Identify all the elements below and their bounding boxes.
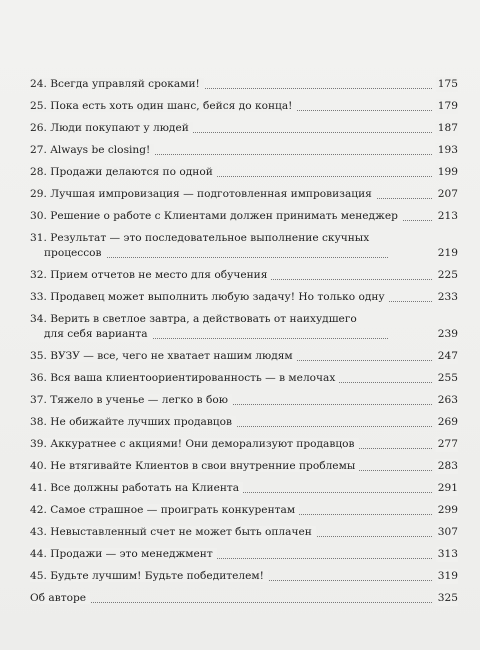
toc-entry-45 [30, 569, 466, 584]
entry-title-continued: процессов [30, 246, 106, 261]
entry-page: 283 [434, 459, 458, 474]
entry-page: 239 [434, 327, 458, 342]
entry-page: 325 [434, 591, 458, 606]
toc-entry-35 [30, 349, 466, 364]
entry-title: Продавец может выполнить любую задачу! Но только одну [50, 291, 385, 303]
entry-number: 31. [30, 232, 47, 244]
toc-entry-42 [30, 503, 466, 518]
entry-page: 263 [434, 393, 458, 408]
toc-entry-about-author [30, 591, 466, 606]
entry-number: 36. [30, 372, 47, 384]
toc-entry-39 [30, 437, 466, 452]
toc-entry-30 [30, 209, 466, 224]
entry-number: 43. [30, 526, 47, 538]
toc-entry-44 [30, 547, 466, 562]
entry-title: Пока есть хоть один шанс, бейся до конца! [50, 100, 293, 112]
entry-title: Лучшая импровизация — подготовленная импровизация [50, 188, 372, 200]
entry-title: Решение о работе с Клиентами должен принимать менеджер [50, 210, 398, 222]
entry-page: 255 [434, 371, 458, 386]
toc-entry-40 [30, 459, 466, 474]
entry-page: 313 [434, 547, 458, 562]
entry-title: Верить в светлое завтра, а действовать от наихудшего [50, 313, 357, 325]
entry-page: 277 [434, 437, 458, 452]
entry-page: 291 [434, 481, 458, 496]
toc-entry-25 [30, 99, 466, 114]
entry-number: 39. [30, 438, 47, 450]
entry-title: Продажи делаются по одной [50, 166, 213, 178]
entry-page: 207 [434, 187, 458, 202]
toc-entry-26 [30, 121, 466, 136]
entry-title: Не обижайте лучших продавцов [50, 416, 232, 428]
entry-title: Always be closing! [50, 144, 151, 156]
entry-number: 45. [30, 570, 47, 582]
entry-number: 27. [30, 144, 47, 156]
entry-page: 219 [434, 246, 458, 261]
toc-entry-43 [30, 525, 466, 540]
entry-title: Вся ваша клиентоориентированность — в мелочах [50, 372, 336, 384]
entry-title: Будьте лучшим! Будьте победителем! [50, 570, 264, 582]
entry-number: 24. [30, 78, 47, 90]
entry-number: 25. [30, 100, 47, 112]
entry-number: 38. [30, 416, 47, 428]
entry-page: 175 [434, 77, 458, 92]
entry-title: Все должны работать на Клиента [50, 482, 240, 494]
entry-page: 193 [434, 143, 458, 158]
entry-number: 37. [30, 394, 47, 406]
entry-title: Не втягивайте Клиентов в свои внутренние проблемы [50, 460, 356, 472]
entry-page: 269 [434, 415, 458, 430]
entry-page: 187 [434, 121, 458, 136]
toc-entry-27 [30, 143, 466, 158]
entry-page: 307 [434, 525, 458, 540]
toc-entry-41 [30, 481, 466, 496]
entry-number: 42. [30, 504, 47, 516]
toc-entry-33 [30, 290, 466, 305]
toc-entry-31 [30, 231, 466, 261]
entry-number: 29. [30, 188, 47, 200]
toc-entry-36 [30, 371, 466, 386]
entry-page: 225 [434, 268, 458, 283]
entry-number: 30. [30, 210, 47, 222]
entry-number: 34. [30, 313, 47, 325]
entry-title: Всегда управляй сроками! [50, 78, 200, 90]
toc-entry-34 [30, 312, 466, 342]
toc-entry-29 [30, 187, 466, 202]
entry-number: 40. [30, 460, 47, 472]
entry-page: 179 [434, 99, 458, 114]
entry-number: 41. [30, 482, 47, 494]
toc-entry-32 [30, 268, 466, 283]
dot-leader [30, 601, 432, 603]
toc-entry-28 [30, 165, 466, 180]
entry-number: 35. [30, 350, 47, 362]
toc-entry-38 [30, 415, 466, 430]
entry-title: Самое страшное — проиграть конкурентам [50, 504, 296, 516]
entry-page: 213 [434, 209, 458, 224]
toc-entry-24 [30, 77, 466, 92]
entry-page: 299 [434, 503, 458, 518]
entry-title: Невыставленный счет не может быть оплачен [50, 526, 312, 538]
entry-title: Люди покупают у людей [50, 122, 189, 134]
table-of-contents [30, 77, 466, 613]
entry-title-continued: для себя варианта [30, 327, 152, 342]
entry-title: Продажи — это менеджмент [50, 548, 213, 560]
entry-page: 247 [434, 349, 458, 364]
entry-number: 32. [30, 269, 47, 281]
entry-title: Об авторе [30, 592, 86, 604]
entry-title: Аккуратнее с акциями! Они деморализуют продавцов [50, 438, 355, 450]
entry-page: 319 [434, 569, 458, 584]
entry-page: 199 [434, 165, 458, 180]
entry-page: 233 [434, 290, 458, 305]
entry-number: 33. [30, 291, 47, 303]
entry-number: 26. [30, 122, 47, 134]
entry-title: ВУЗУ — все, чего не хватает нашим людям [50, 350, 293, 362]
entry-title: Прием отчетов не место для обучения [50, 269, 268, 281]
entry-number: 28. [30, 166, 47, 178]
entry-title: Тяжело в ученье — легко в бою [50, 394, 228, 406]
toc-entry-37 [30, 393, 466, 408]
entry-number: 44. [30, 548, 47, 560]
entry-title: Результат — это последовательное выполнение скучных [50, 232, 370, 244]
